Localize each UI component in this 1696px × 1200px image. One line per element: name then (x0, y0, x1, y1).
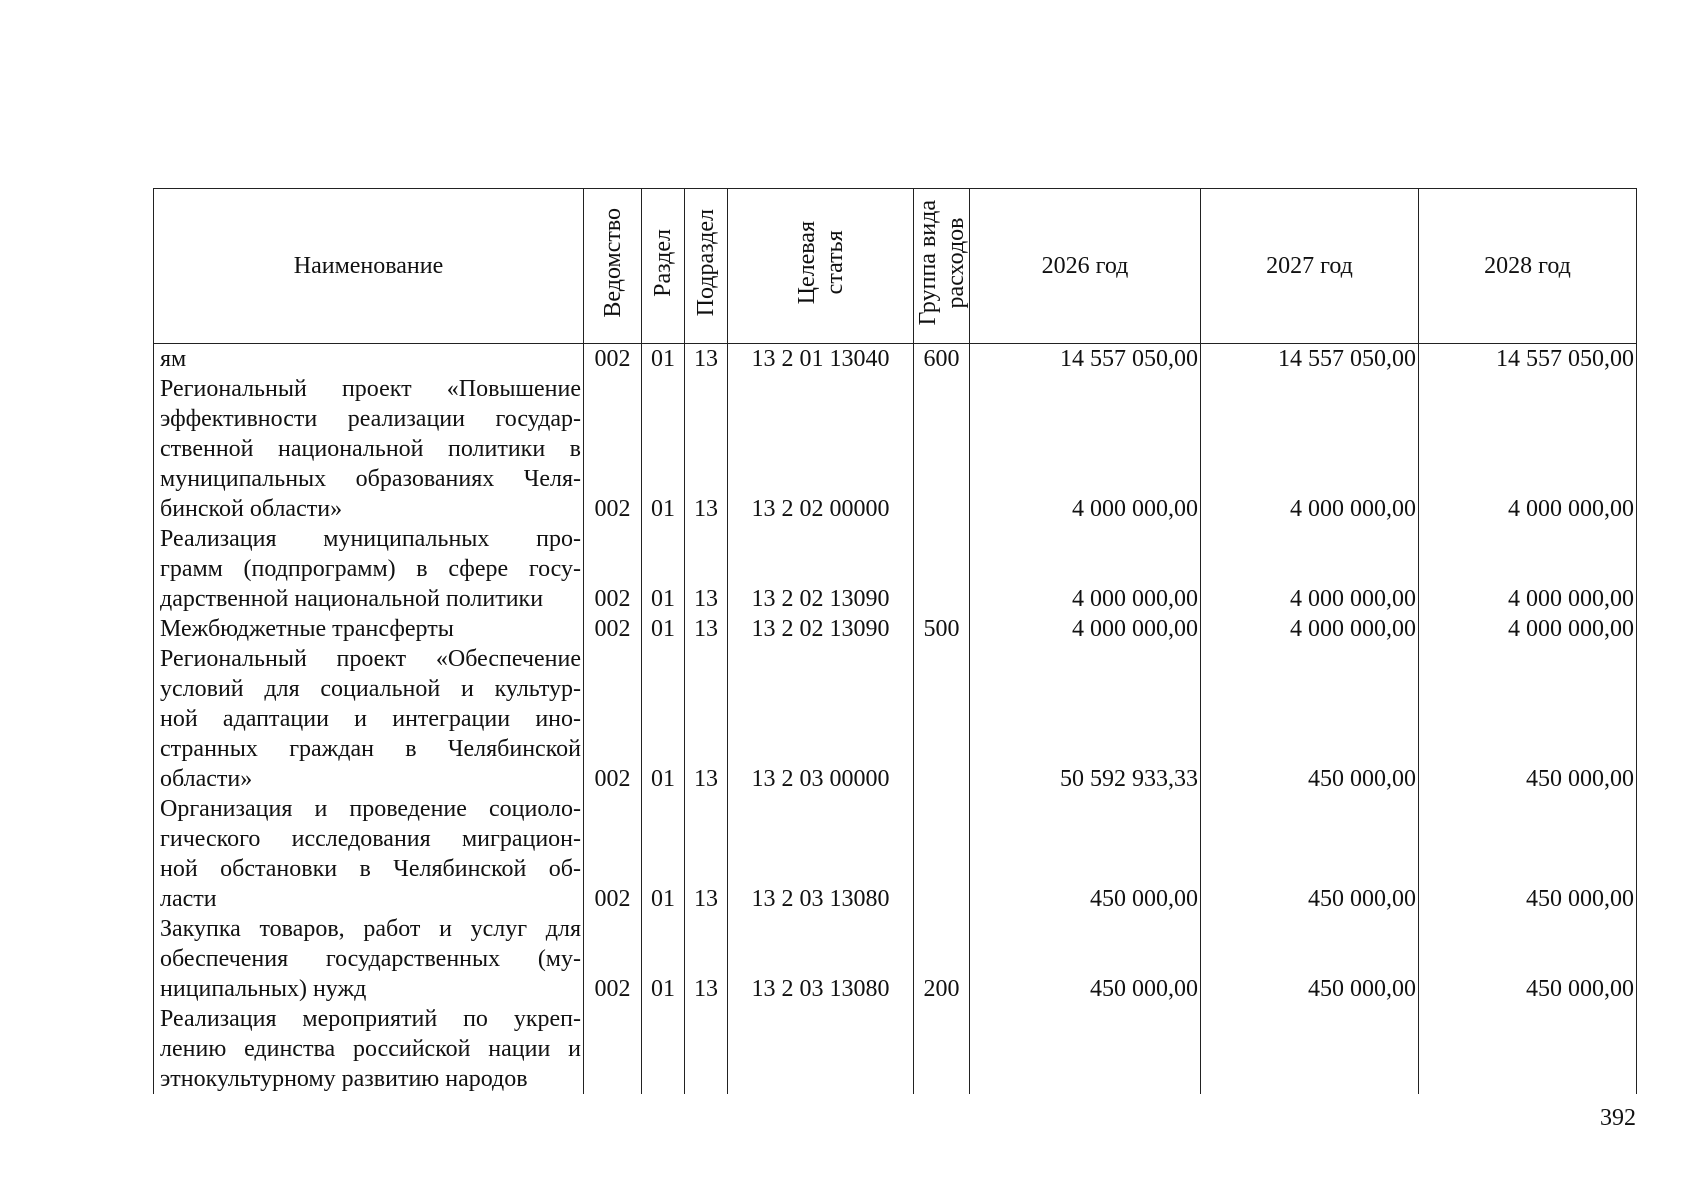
cell-dept: 002 (584, 614, 642, 644)
table-header-row (154, 189, 1637, 344)
table-row (154, 914, 1637, 1004)
cell-dept: 002 (584, 644, 642, 794)
header-2028: 2028 год (1419, 189, 1637, 344)
cell-2028 (1419, 1004, 1637, 1094)
cell-group (914, 524, 970, 614)
cell-2027: 4 000 000,00 (1201, 614, 1419, 644)
cell-2026: 14 557 050,00 (970, 344, 1201, 375)
cell-dept: 002 (584, 374, 642, 524)
cell-2026: 450 000,00 (970, 914, 1201, 1004)
cell-2027 (1201, 1004, 1419, 1094)
cell-name (154, 914, 584, 1004)
header-group: Группа вида расходов (914, 189, 970, 344)
budget-table (153, 188, 1636, 1098)
cell-name (154, 794, 584, 914)
cell-2028: 4 000 000,00 (1419, 374, 1637, 524)
cell-2028: 450 000,00 (1419, 794, 1637, 914)
cell-2028: 450 000,00 (1419, 644, 1637, 794)
name-line: Межбюджетные трансферты (160, 616, 454, 642)
cell-subsection: 13 (685, 644, 728, 794)
cell-2026: 4 000 000,00 (970, 374, 1201, 524)
name-line: Реализация мероприятий по укреп- (160, 1006, 581, 1032)
cell-subsection: 13 (685, 614, 728, 644)
cell-name (154, 614, 584, 644)
cell-section (642, 1004, 685, 1094)
cell-2027: 450 000,00 (1201, 914, 1419, 1004)
name-line: ласти (160, 886, 217, 912)
cell-target: 13 2 03 13080 (728, 914, 914, 1004)
cell-name (154, 374, 584, 524)
cell-target: 13 2 02 00000 (728, 374, 914, 524)
cell-subsection: 13 (685, 914, 728, 1004)
header-name: Наименование (154, 189, 584, 344)
header-2026: 2026 год (970, 189, 1201, 344)
cell-2026 (970, 1004, 1201, 1094)
header-dept: Ведомство (584, 189, 642, 344)
cell-2028: 4 000 000,00 (1419, 524, 1637, 614)
cell-2028: 450 000,00 (1419, 914, 1637, 1004)
name-line: лению единства российской нации и (160, 1036, 581, 1062)
cell-section: 01 (642, 374, 685, 524)
header-section: Раздел (642, 189, 685, 344)
name-line: ственной национальной политики в (160, 436, 581, 462)
table-row (154, 374, 1637, 524)
header-target: Целевая статья (728, 189, 914, 344)
cell-2026: 50 592 933,33 (970, 644, 1201, 794)
page-number: 392 (1600, 1105, 1636, 1131)
name-line: дарственной национальной политики (160, 586, 544, 612)
cell-group (914, 374, 970, 524)
table-body (154, 344, 1637, 1095)
name-line: бинской области» (160, 496, 343, 522)
cell-section: 01 (642, 914, 685, 1004)
cell-group: 600 (914, 344, 970, 375)
name-line: ниципальных) нужд (160, 976, 367, 1002)
name-line: Региональный проект «Повышение (160, 376, 581, 402)
cell-2027: 4 000 000,00 (1201, 524, 1419, 614)
header-subsection: Подраздел (685, 189, 728, 344)
cell-subsection: 13 (685, 344, 728, 375)
cell-section: 01 (642, 524, 685, 614)
cell-target: 13 2 02 13090 (728, 524, 914, 614)
header-2027: 2027 год (1201, 189, 1419, 344)
cell-dept: 002 (584, 914, 642, 1004)
cell-group (914, 644, 970, 794)
cell-2026: 4 000 000,00 (970, 524, 1201, 614)
name-line: гического исследования миграцион- (160, 826, 581, 852)
cell-section: 01 (642, 614, 685, 644)
cell-subsection (685, 1004, 728, 1094)
cell-group: 200 (914, 914, 970, 1004)
cell-dept: 002 (584, 794, 642, 914)
table-row (154, 1004, 1637, 1094)
cell-2027: 450 000,00 (1201, 644, 1419, 794)
name-line: грамм (подпрограмм) в сфере госу- (160, 556, 581, 582)
cell-target: 13 2 03 00000 (728, 644, 914, 794)
table-row (154, 614, 1637, 644)
cell-target (728, 1004, 914, 1094)
cell-subsection: 13 (685, 794, 728, 914)
name-line: муниципальных образованиях Челя- (160, 466, 581, 492)
cell-2026: 450 000,00 (970, 794, 1201, 914)
cell-target: 13 2 01 13040 (728, 344, 914, 375)
cell-section: 01 (642, 794, 685, 914)
cell-2028: 14 557 050,00 (1419, 344, 1637, 375)
cell-2026: 4 000 000,00 (970, 614, 1201, 644)
table-row (154, 644, 1637, 794)
cell-name (154, 644, 584, 794)
cell-name (154, 1004, 584, 1094)
cell-dept: 002 (584, 344, 642, 375)
cell-name (154, 344, 584, 375)
cell-2027: 14 557 050,00 (1201, 344, 1419, 375)
name-line: Региональный проект «Обеспечение (160, 646, 581, 672)
table-row (154, 524, 1637, 614)
name-line: ной обстановки в Челябинской об- (160, 856, 581, 882)
cell-subsection: 13 (685, 374, 728, 524)
cell-name (154, 524, 584, 614)
name-line: области» (160, 766, 253, 792)
name-line: ной адаптации и интеграции ино- (160, 706, 581, 732)
cell-group (914, 794, 970, 914)
name-line: Организация и проведение социоло- (160, 796, 581, 822)
cell-2027: 4 000 000,00 (1201, 374, 1419, 524)
cell-subsection: 13 (685, 524, 728, 614)
name-line: обеспечения государственных (му- (160, 946, 581, 972)
name-line: странных граждан в Челябинской (160, 736, 581, 762)
cell-section: 01 (642, 644, 685, 794)
cell-dept (584, 1004, 642, 1094)
cell-2027: 450 000,00 (1201, 794, 1419, 914)
table-row (154, 794, 1637, 914)
name-line: Закупка товаров, работ и услуг для (160, 916, 581, 942)
table-row (154, 344, 1637, 375)
name-line: условий для социальной и культур- (160, 676, 581, 702)
name-line: Реализация муниципальных про- (160, 526, 581, 552)
name-line: эффективности реализации государ- (160, 406, 581, 432)
name-line: этнокультурному развитию народов (160, 1066, 528, 1092)
cell-dept: 002 (584, 524, 642, 614)
cell-group (914, 1004, 970, 1094)
name-line: ям (160, 346, 187, 372)
cell-target: 13 2 03 13080 (728, 794, 914, 914)
cell-2028: 4 000 000,00 (1419, 614, 1637, 644)
cell-section: 01 (642, 344, 685, 375)
cell-group: 500 (914, 614, 970, 644)
cell-target: 13 2 02 13090 (728, 614, 914, 644)
